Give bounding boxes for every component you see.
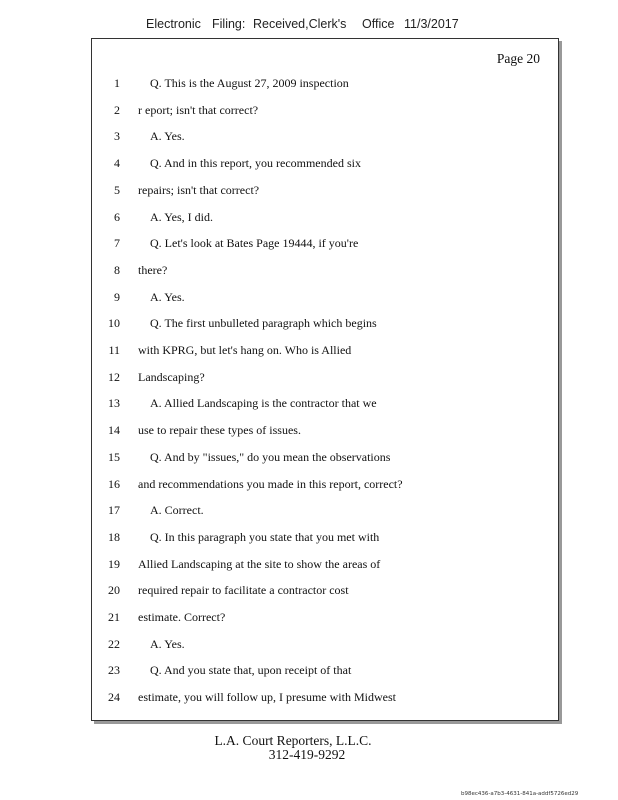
line-text: Q. And in this report, you recommended six (150, 156, 361, 171)
line-number: 18 (108, 529, 120, 544)
transcript-line (92, 396, 558, 414)
line-number: 20 (108, 583, 120, 598)
line-text: A. Allied Landscaping is the contractor that we (150, 396, 377, 411)
transcript-line (92, 450, 558, 468)
line-number: 7 (114, 236, 120, 251)
transcript-line (92, 183, 558, 201)
line-number: 15 (108, 449, 120, 464)
line-number: 10 (108, 316, 120, 331)
line-text: Q. Let's look at Bates Page 19444, if you're (150, 236, 359, 251)
line-number: 22 (108, 636, 120, 651)
transcript-line (92, 690, 558, 708)
transcript-line (92, 129, 558, 147)
filing-word-filing: Filing: (212, 17, 246, 31)
line-text: there? (138, 262, 168, 277)
line-text: Q. And by "issues," do you mean the observations (150, 449, 391, 464)
line-number: 16 (108, 476, 120, 491)
line-number: 3 (114, 129, 120, 144)
document-id: b98ec436-a7b3-4631-841a-addf5726ed29 (461, 791, 579, 797)
transcript-line (92, 663, 558, 681)
transcript-line (92, 103, 558, 121)
line-number: 1 (114, 76, 120, 90)
transcript-line (92, 156, 558, 174)
line-number: 14 (108, 423, 120, 438)
line-text: A. Correct. (150, 503, 204, 518)
transcript-line (92, 503, 558, 521)
line-text: estimate, you will follow up, I presume with Midwest (138, 690, 396, 705)
transcript-line (92, 316, 558, 334)
line-number: 17 (108, 503, 120, 518)
transcript-line (92, 557, 558, 575)
transcript-line (92, 210, 558, 228)
line-number: 5 (114, 182, 120, 197)
line-text: Q. In this paragraph you state that you met with (150, 529, 380, 544)
line-number: 6 (114, 209, 120, 224)
transcript-line (92, 637, 558, 655)
line-number: 11 (108, 343, 120, 357)
line-number: 4 (114, 156, 120, 171)
line-text: r eport; isn't that correct? (138, 102, 259, 117)
line-number: 13 (108, 396, 120, 411)
line-number: 21 (108, 610, 120, 624)
line-text: A. Yes. (150, 289, 185, 304)
transcript-line (92, 477, 558, 495)
line-text: use to repair these types of issues. (138, 423, 301, 438)
line-text: Q. And you state that, upon receipt of that (150, 663, 352, 678)
line-text: estimate. Correct? (138, 610, 226, 624)
line-number: 9 (114, 289, 120, 304)
line-text: Landscaping? (138, 369, 205, 384)
line-text: Q. This is the August 27, 2009 inspection (150, 76, 349, 90)
page-number: Page 20 (496, 51, 540, 66)
transcript-line (92, 236, 558, 254)
line-number: 23 (108, 663, 120, 678)
filing-stamp (0, 17, 618, 37)
transcript-line (92, 290, 558, 308)
filing-word-office: Office (362, 17, 395, 31)
line-number: 24 (108, 690, 120, 705)
line-number: 8 (114, 262, 120, 277)
line-text: A. Yes. (150, 636, 185, 651)
transcript-line (92, 583, 558, 601)
transcript-line (92, 76, 558, 94)
transcript-line (92, 263, 558, 281)
line-text: and recommendations you made in this report, correct? (138, 476, 403, 491)
line-text: Q. The first unbulleted paragraph which begins (150, 316, 377, 331)
filing-word-received: Received,Clerk's (253, 17, 347, 31)
transcript-line (92, 530, 558, 548)
line-text: repairs; isn't that correct? (138, 182, 260, 197)
transcript-line (92, 423, 558, 441)
footer-phone: 312-419-9292 (268, 747, 346, 762)
line-text: required repair to facilitate a contractor cost (138, 583, 349, 598)
line-text: with KPRG, but let's hang on. Who is Allied (138, 343, 352, 357)
filing-word-electronic: Electronic (146, 17, 201, 31)
line-number: 2 (114, 102, 120, 117)
line-number: 12 (108, 369, 120, 384)
transcript-line (92, 610, 558, 628)
filing-date: 11/3/2017 (404, 17, 459, 31)
transcript-line (92, 343, 558, 361)
footer-company: L.A. Court Reporters, L.L.C. (214, 733, 372, 748)
line-text: A. Yes, I did. (150, 209, 214, 224)
line-number: 19 (108, 556, 120, 571)
transcript-page (91, 38, 559, 721)
transcript-line (92, 370, 558, 388)
line-text: A. Yes. (150, 129, 185, 144)
line-text: Allied Landscaping at the site to show the areas of (138, 556, 381, 571)
